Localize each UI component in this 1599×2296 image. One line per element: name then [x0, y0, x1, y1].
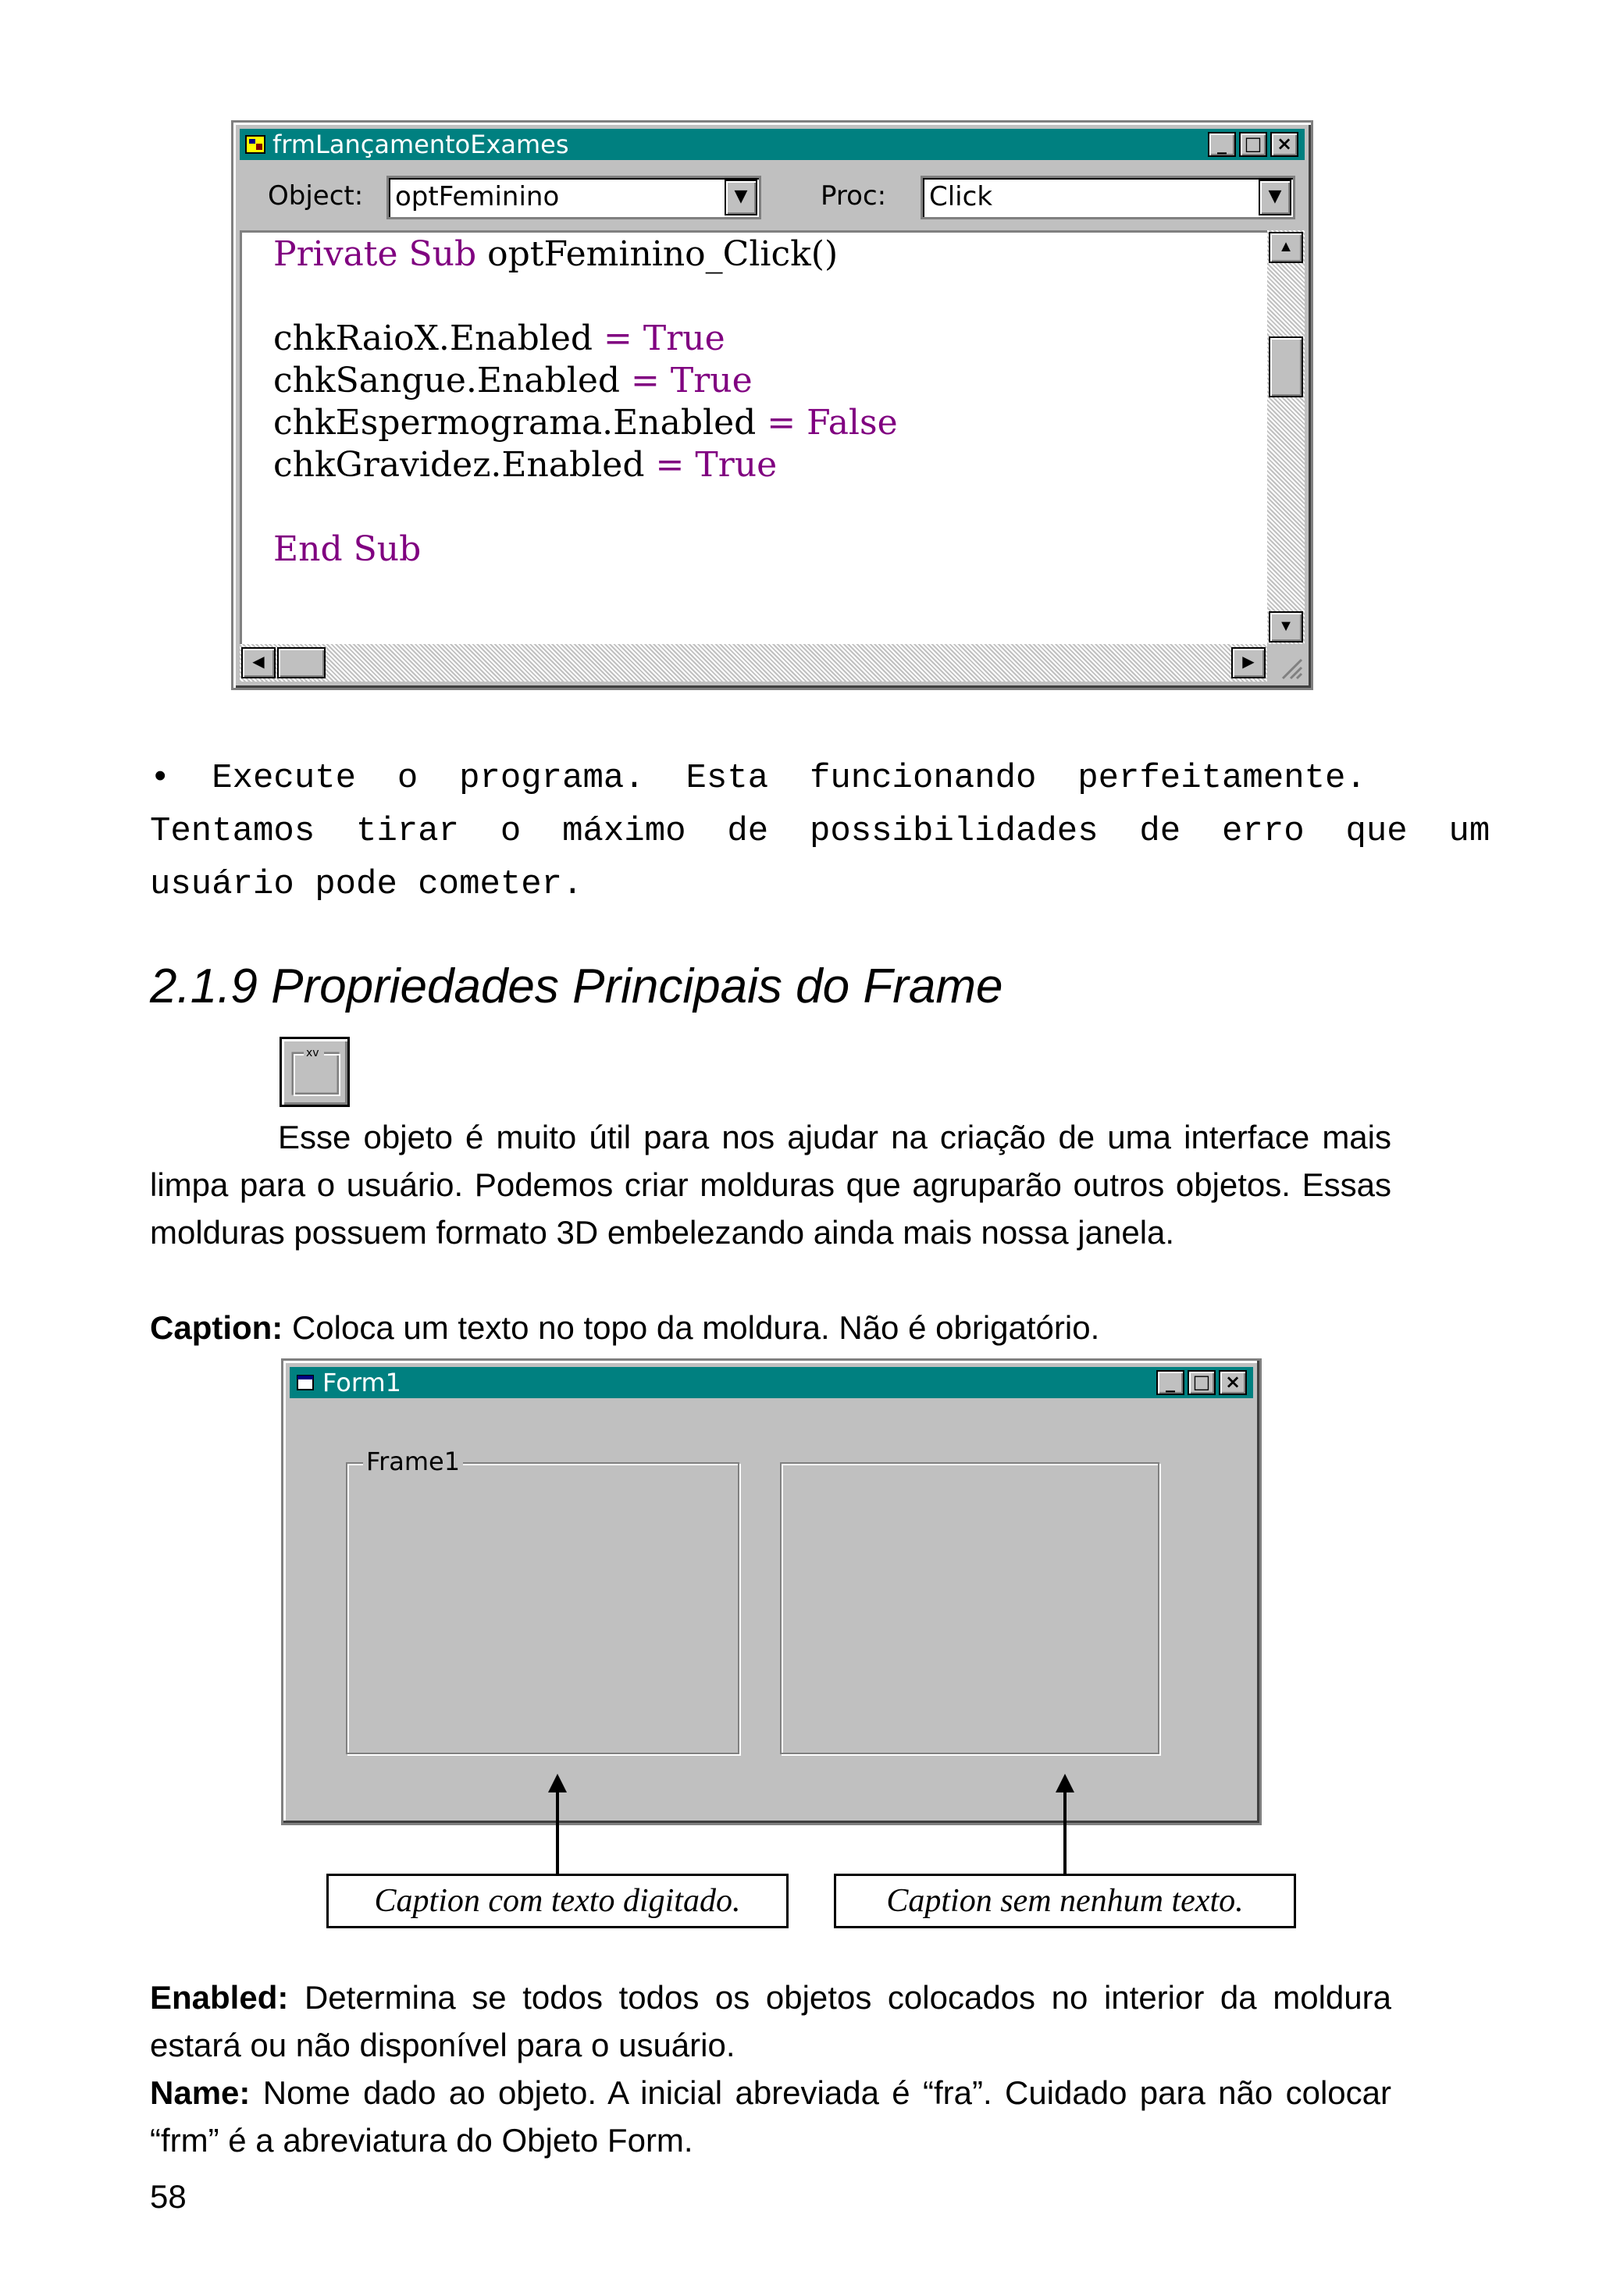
hscroll-thumb[interactable] [277, 647, 326, 678]
intro-paragraph: Esse objeto é muito útil para nos ajudar na criação de uma interface mais limpa para o usuário. Podemos criar molduras que agruparão outros objetos. Essas molduras possuem formato 3D embelezando ainda mais nossa janela. [150, 1119, 1391, 1251]
callout-caption-without-text: Caption sem nenhum texto. [834, 1874, 1296, 1928]
caption-label: Caption: [150, 1309, 283, 1346]
arrow-right [1063, 1783, 1067, 1875]
page-number: 58 [150, 2178, 187, 2215]
paragraph-line: Tentamos tirar o máximo de possibilidades de erro que um [150, 812, 1490, 851]
close-button[interactable]: × [1270, 132, 1298, 157]
vb-form-icon [244, 133, 266, 156]
scroll-right-icon[interactable]: ▶ [1231, 647, 1266, 678]
form1-window [281, 1358, 1262, 1825]
code-line: chkRaioX.Enabled = True [273, 319, 725, 358]
enabled-text: Determina se todos todos os objetos colocados no interior da moldura estará ou não disponível para o usuário. [150, 1979, 1391, 2063]
arrow-head-up-icon [1054, 1774, 1076, 1794]
code-line: End Sub [273, 529, 422, 569]
frame1-caption: Frame1 [363, 1447, 463, 1476]
arrow-left [556, 1783, 559, 1875]
size-grip-icon[interactable] [1267, 644, 1305, 682]
form-icon [294, 1371, 316, 1394]
scroll-down-icon[interactable]: ▼ [1269, 611, 1303, 643]
enabled-paragraph [150, 1974, 1391, 2069]
enabled-label: Enabled: [150, 1979, 289, 2016]
form1-titlebar [290, 1367, 1253, 1398]
paragraph-line: usuário pode cometer. [150, 865, 583, 904]
name-label: Name: [150, 2074, 251, 2111]
code-line: chkGravidez.Enabled = True [273, 445, 778, 485]
proc-combo[interactable] [921, 176, 1295, 219]
maximize-button[interactable]: □ [1239, 132, 1267, 157]
code-window-titlebar [240, 129, 1305, 160]
maximize-button[interactable]: □ [1188, 1370, 1216, 1395]
scroll-thumb[interactable] [1269, 336, 1303, 397]
code-line: chkEspermograma.Enabled = False [273, 403, 898, 443]
close-button[interactable]: × [1219, 1370, 1247, 1395]
caption-text: Coloca um texto no topo da moldura. Não é obrigatório. [283, 1309, 1100, 1346]
object-combo-value: optFeminino [395, 181, 560, 212]
arrow-head-up-icon [547, 1774, 568, 1794]
object-combo[interactable] [386, 176, 761, 219]
code-editor[interactable] [240, 230, 1267, 644]
frame-toolbox-icon [280, 1037, 350, 1107]
name-text: Nome dado ao objeto. A inicial abreviada é “fra”. Cuidado para não colocar “frm” é a abreviatura do Objeto Form. [150, 2074, 1391, 2159]
chevron-down-icon[interactable]: ▼ [1259, 180, 1291, 215]
caption-paragraph [150, 1304, 1391, 1351]
code-line: Private Sub optFeminino_Click() [273, 234, 839, 274]
callout-caption-with-text: Caption com texto digitado. [326, 1874, 789, 1928]
name-paragraph [150, 2069, 1391, 2164]
vertical-scrollbar[interactable] [1267, 230, 1305, 644]
horizontal-scrollbar[interactable] [240, 644, 1267, 682]
code-line: chkSangue.Enabled = True [273, 361, 753, 400]
code-window-title: frmLançamentoExames [272, 130, 569, 159]
scroll-up-icon[interactable]: ▲ [1269, 232, 1303, 263]
code-window [231, 120, 1313, 690]
scroll-left-icon[interactable]: ◀ [241, 647, 276, 678]
section-heading: 2.1.9 Propriedades Principais do Frame [150, 959, 1003, 1013]
frame-without-caption[interactable] [780, 1462, 1159, 1754]
object-label: Object: [268, 180, 364, 212]
proc-label: Proc: [821, 180, 887, 212]
frame-with-caption[interactable] [346, 1447, 739, 1754]
minimize-button[interactable]: _ [1156, 1370, 1184, 1395]
svg-text:xv: xv [306, 1047, 319, 1059]
paragraph-line: • Execute o programa. Esta funcionando perfeitamente. [150, 759, 1366, 798]
proc-combo-value: Click [929, 181, 993, 212]
chevron-down-icon[interactable]: ▼ [725, 180, 757, 215]
form1-title: Form1 [322, 1368, 401, 1397]
minimize-button[interactable]: _ [1208, 132, 1236, 157]
